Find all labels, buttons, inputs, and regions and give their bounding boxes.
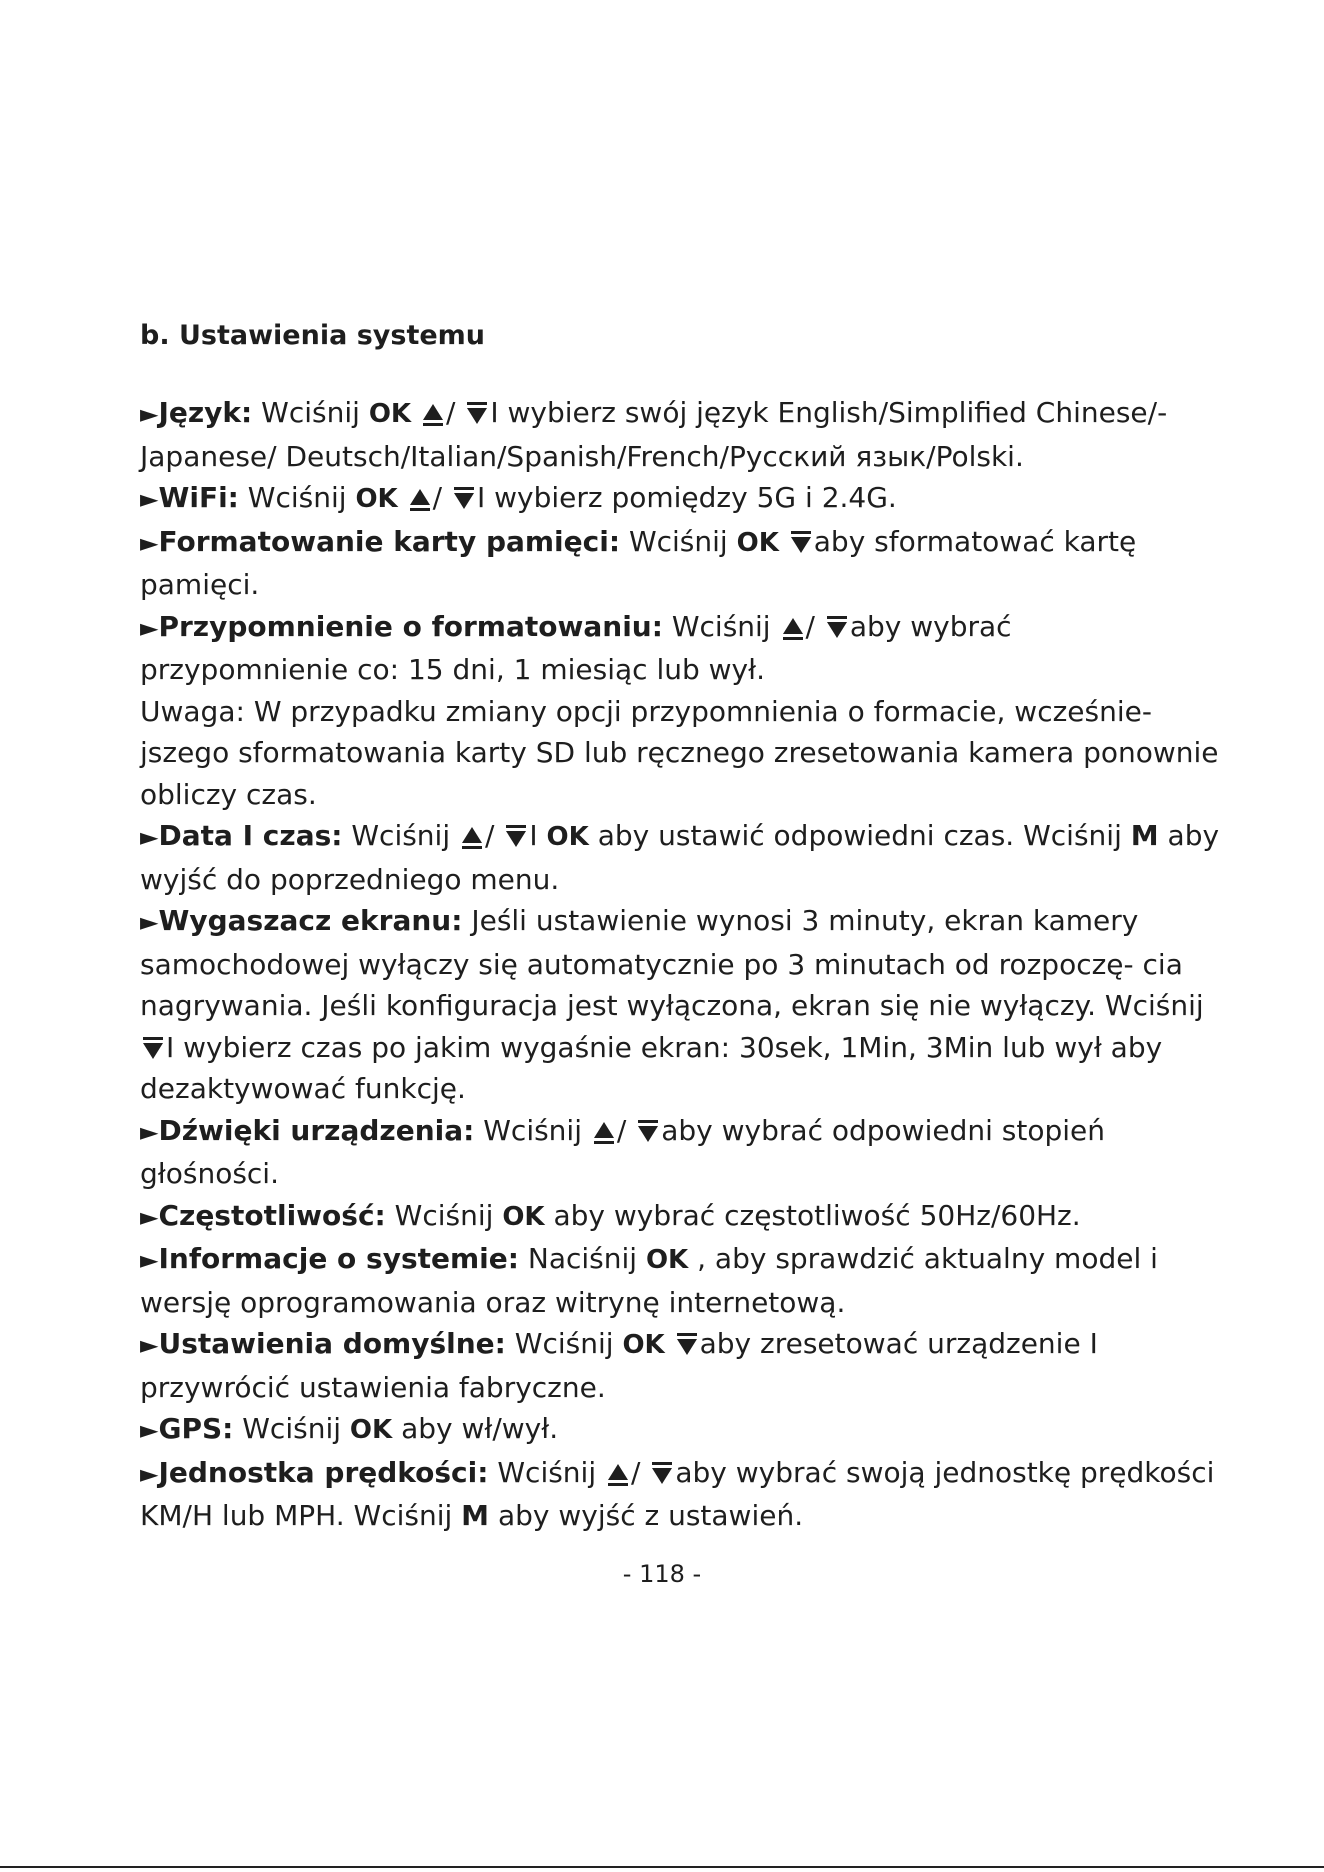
triangle-up-icon (461, 824, 483, 850)
setting-text: aby ustawić odpowiedni czas. Wciśnij (597, 819, 1122, 852)
separator: / (616, 1113, 627, 1147)
setting-text: aby wybrać swoją jednostkę prędkości KM/H lub MPH. Wciśnij (140, 1455, 1215, 1532)
triangle-down-icon (453, 486, 475, 512)
triangle-down-icon (637, 1119, 659, 1145)
bullet-arrow-icon: ► (140, 1202, 159, 1231)
setting-text: Wciśnij (394, 1198, 494, 1232)
ok-key-icon: OK (349, 1415, 393, 1445)
setting-item (140, 606, 1220, 691)
setting-text: Wciśnij (247, 481, 347, 514)
bullet-arrow-icon: ► (140, 528, 159, 557)
setting-label: Wygaszacz ekranu: (158, 904, 463, 937)
setting-label: Dźwięki urządzenia: (158, 1113, 475, 1147)
bullet-arrow-icon: ► (140, 613, 159, 642)
bottom-rule (0, 1866, 1324, 1868)
triangle-up-icon (409, 486, 431, 512)
setting-text: Wciśnij (483, 1113, 582, 1147)
setting-item (140, 1195, 1220, 1239)
setting-item (140, 900, 1220, 1110)
triangle-down-icon (142, 1036, 164, 1062)
page-number: - 118 - (622, 1560, 702, 1588)
settings-list (140, 392, 1220, 1537)
setting-text: Wciśnij (497, 1455, 597, 1489)
separator: / (432, 481, 443, 514)
setting-label: Data I czas: (158, 819, 343, 852)
ok-key-icon: OK (645, 1245, 689, 1275)
setting-item (140, 815, 1220, 900)
triangle-down-icon (676, 1332, 698, 1358)
setting-item (140, 477, 1220, 521)
setting-text: Wciśnij (351, 819, 451, 852)
triangle-up-icon (607, 1461, 629, 1487)
setting-text: aby zresetować urządzenie I przywrócić ustawienia fabryczne. (140, 1327, 1098, 1404)
setting-text: I wybierz pomiędzy 5G i 2.4G. (476, 481, 897, 514)
triangle-up-icon (422, 401, 444, 427)
bullet-arrow-icon: ► (140, 1331, 159, 1359)
bullet-arrow-icon: ► (140, 1117, 159, 1146)
triangle-up-icon (593, 1119, 615, 1145)
bullet-arrow-icon: ► (140, 1246, 159, 1274)
setting-text: Wciśnij (242, 1412, 342, 1445)
triangle-down-icon (466, 401, 488, 427)
triangle-down-icon (790, 530, 812, 556)
setting-text: Wciśnij (671, 609, 771, 643)
triangle-down-icon (651, 1461, 673, 1487)
manual-page (140, 318, 1220, 1537)
setting-text: Uwaga: W przypadku zmiany opcji przypomnienia o formacie, wcześnie- jszego sformatowania karty SD lub ręcznego zresetowania kamera ponownie obliczy czas. (140, 694, 1219, 811)
setting-item (140, 1408, 1220, 1452)
setting-item (140, 521, 1220, 606)
setting-text: Naciśnij (527, 1242, 638, 1275)
setting-text: Wciśnij (628, 524, 728, 558)
setting-text: aby wyjść z ustawień. (497, 1499, 804, 1532)
setting-item (140, 1323, 1220, 1408)
setting-item (140, 691, 1220, 816)
bullet-arrow-icon: ► (140, 908, 159, 936)
ok-key-icon: OK (355, 484, 398, 514)
triangle-down-icon (826, 615, 848, 641)
setting-text: aby wybrać odpowiedni stopień głośności. (140, 1113, 1105, 1190)
setting-label: Ustawienia domyślne: (158, 1327, 506, 1360)
m-key-icon: M (1130, 819, 1159, 852)
setting-text: Wciśnij (261, 396, 360, 429)
setting-label: Język: (158, 396, 253, 429)
ok-key-icon: OK (368, 399, 412, 429)
bullet-arrow-icon: ► (140, 1459, 159, 1488)
setting-text: aby wybrać przypomnienie co: 15 dni, 1 miesiąc lub wył. (140, 609, 1012, 686)
separator: / (445, 396, 456, 429)
ok-key-icon: OK (502, 1201, 545, 1232)
setting-text: aby wybrać częstotliwość 50Hz/60Hz. (553, 1198, 1081, 1232)
setting-text: I wybierz swój język English/Simplified Chinese/- Japanese/ Deutsch/Italian/Spanish/French/Русский язык/Polski. (140, 396, 1168, 473)
setting-text: aby wł/wył. (401, 1412, 559, 1445)
ok-key-icon: OK (546, 822, 589, 852)
setting-text: Wciśnij (514, 1327, 614, 1360)
setting-text: aby sformatować kartę pamięci. (140, 524, 1137, 601)
triangle-down-icon (505, 824, 527, 850)
setting-text: , aby sprawdzić aktualny model i wersję oprogramowania oraz witrynę internetową. (140, 1242, 1158, 1319)
separator: / (805, 609, 815, 643)
setting-item (140, 1238, 1220, 1323)
setting-text: Jeśli ustawienie wynosi 3 minuty, ekran kamery samochodowej wyłączy się automatycznie po 3 minutach od rozpoczę- cia nagrywania. Jeśli konfiguracja jest wyłączona, ekran się nie wyłączy. Wciśnij (140, 904, 1204, 1022)
section-heading: b. Ustawienia systemu (140, 320, 486, 351)
setting-text: I (529, 819, 538, 852)
bullet-arrow-icon: ► (140, 485, 159, 513)
triangle-up-icon (782, 615, 804, 641)
ok-key-icon: OK (622, 1330, 665, 1360)
setting-text: aby wyjść do poprzedniego menu. (140, 819, 1220, 896)
setting-label: Jednostka prędkości: (158, 1455, 489, 1489)
setting-item (140, 392, 1220, 477)
bullet-arrow-icon: ► (140, 1416, 159, 1444)
setting-item (140, 1452, 1220, 1537)
ok-key-icon: OK (736, 527, 779, 558)
bullet-arrow-icon: ► (140, 823, 159, 851)
setting-label: Częstotliwość: (158, 1198, 386, 1232)
setting-label: WiFi: (158, 481, 239, 514)
setting-item (140, 1110, 1220, 1195)
separator: / (631, 1455, 641, 1489)
m-key-icon: M (461, 1499, 490, 1532)
setting-label: GPS: (158, 1412, 234, 1445)
setting-label: Przypomnienie o formatowaniu: (158, 609, 663, 643)
bullet-arrow-icon: ► (140, 400, 159, 428)
setting-label: Informacje o systemie: (158, 1242, 519, 1275)
setting-text: I wybierz czas po jakim wygaśnie ekran: 30sek, 1Min, 3Min lub wył aby dezaktywować funkcję. (140, 1030, 1163, 1105)
setting-label: Formatowanie karty pamięci: (158, 524, 621, 558)
separator: / (485, 819, 495, 852)
